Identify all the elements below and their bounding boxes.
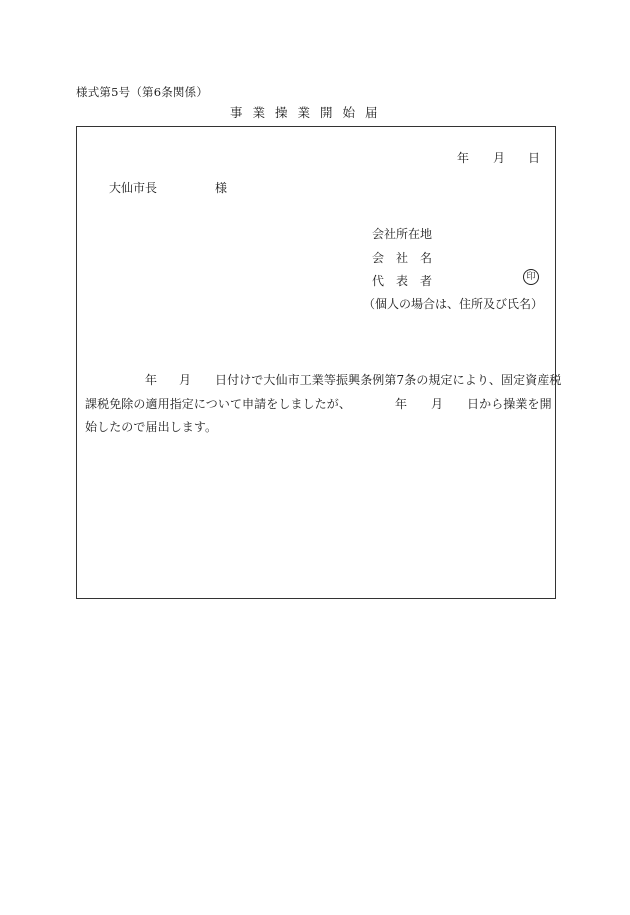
form-frame xyxy=(76,126,562,599)
body-line1-year: 年 xyxy=(145,373,158,387)
body-line2-day-text: 日から操業を開 xyxy=(467,397,552,411)
body-line1-text: 日付けで大仙市工業等振興条例第7条の規定により、固定資産税 xyxy=(215,373,562,387)
body-line2-year: 年 xyxy=(395,397,408,411)
company-name-label: 会 社 名 xyxy=(372,251,433,265)
seal-mark: 印 xyxy=(523,269,539,285)
body-line2-month: 月 xyxy=(431,397,444,411)
date-month-label: 月 xyxy=(493,151,506,165)
body-line2-text: 課税免除の適用指定について申請をしましたが、 xyxy=(85,397,351,411)
body-line3-text: 始したので届出します。 xyxy=(85,420,218,434)
individual-note: （個人の場合は、住所及び氏名） xyxy=(363,297,544,311)
company-address-label: 会社所在地 xyxy=(372,227,433,241)
representative-label: 代 表 者 xyxy=(372,274,433,288)
body-line1-month: 月 xyxy=(179,373,192,387)
recipient-honorific: 様 xyxy=(215,181,228,195)
document-title: 事業操業開始届 xyxy=(230,105,388,120)
recipient-name: 大仙市長 xyxy=(109,181,158,195)
date-day-label: 日 xyxy=(528,151,541,165)
form-number: 様式第5号（第6条関係） xyxy=(76,85,209,99)
date-year-label: 年 xyxy=(457,151,470,165)
